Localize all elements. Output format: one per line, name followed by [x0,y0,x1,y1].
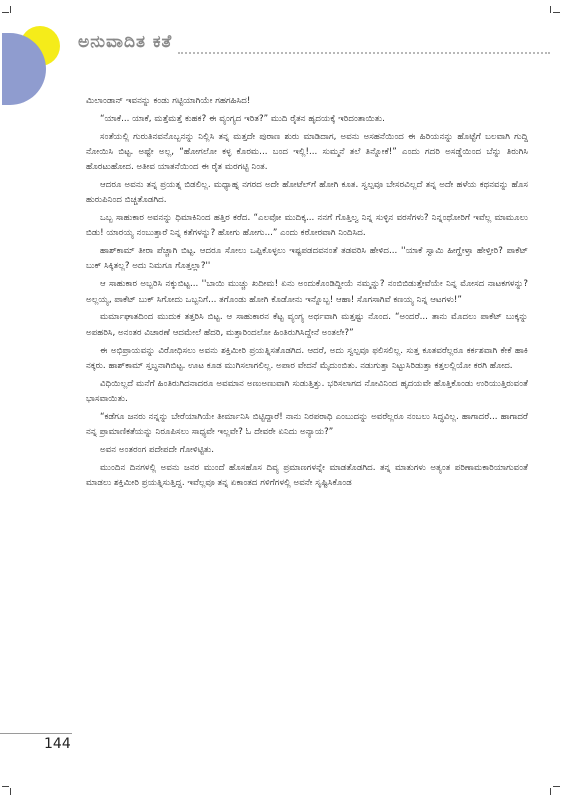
crop-mark [10,788,11,795]
paragraph: ಹಾಶ್‌ಕಾಮ್ ತೀರಾ ಪೆಚ್ಚಾಗಿ ಬಿಟ್ಟ. ಆದರೂ ಸೋಲು ಒಪ್ಪಿಕೊಳ್ಳಲು ಇಷ್ಟಪಡದವನಂತೆ ತಡವರಿಸಿ ಹೇಳಿದ... ''ಯಾಕೆ ಸ್ವಾಮಿ ಹೀಗ್ಹೇಳ್ತಾ ಹೇಳ್ತೀರಿ? ಪಾಕೆಟ್ ಬುಕ್ ಸಿಕ್ಕಿತಲ್ಲ? ಅದು ನಿಮಗೂ ಗೊತ್ತಲ್ಲಾ?'' [86,246,528,272]
page-number: 144 [44,736,71,752]
paragraph: ಅವನ ಅಂತರಂಗ ಪದೇಪದೇ ಗೋಳಿಟ್ಟಿತು. [100,444,215,455]
crop-mark [2,786,9,787]
crop-mark [553,12,560,13]
paragraph: ಸಂತೆಯಲ್ಲಿ ಗುರುತಿನವನೊಬ್ಬನನ್ನು ನಿಲ್ಲಿಸಿ ತನ್ನ ಮತ್ತದೇ ಪುರಾಣ ಶುರು ಮಾಡಿದಾಗ, ಅವನು ಅಸಹನೆಯಿಂದ ಈ ಹಿರಿಯನನ್ನು ಹೊಟ್ಟೆಗೆ ಬಲವಾಗಿ ಗುದ್ದಿ ನೋಯಿಸಿ ಬಿಟ್ಟ. ಅಷ್ಟೇ ಅಲ್ಲ, “ಹೋಗಲೋ ಕಳ್ಳ ಕೊರಮ... ಬಂದ ಇಲ್ಲಿ!... ಸುಮ್ಮನೆ ತಲೆ ತಿನ್ನೋಕೆ!” ಎಂದು ಗದರಿ ಅಸಡ್ಡೆಯಿಂದ ಬೆನ್ನು ತಿರುಗಿಸಿ ಹೊರಟುಹೋದ. ಅತೀವ ಯಾತನೆಯಿಂದ ಈ ರೈತ ಮರಗಟ್ಟಿ ನಿಂತ. [86,131,528,173]
crop-mark [2,12,9,13]
paragraph: ಒಬ್ಬ ಸಾಹುಕಾರ ಅವನನ್ನು ಧಿಮಾಕಿನಿಂದ ಹತ್ತಿರ ಕರೆದ. “ಎಲವೋ ಮುದಿಕ್ಕ... ನನಗೆ ಗೊತ್ತಿಲ್ವ ನಿನ್ನ ಸುಳ್ಳಿನ ವರಸೆಗಳು? ನಿನ್ನಂಥೋರಿಗೆ ಇವೆಲ್ಲ ಮಾಮೂಲು ಬಿಡು! ಯಾರಯ್ಯ ನಂಬುತ್ತಾರೆ ನಿನ್ನ ಕತೆಗಳನ್ನು? ಹೋಗು ಹೋಗು...” ಎಂದು ಕಠೋರವಾಗಿ ನಿಂದಿಸಿದ. [86,213,528,239]
paragraph: “ಕಡೆಗೂ ಜನರು ನನ್ನನ್ನು ಬೇರೆಯಾಗಿಯೇ ತೀರ್ಮಾನಿಸಿ ಬಿಟ್ಟಿದ್ದಾರೆ! ನಾನು ನಿರಪರಾಧಿ ಎಂಬುದನ್ನು ಅವರೆಲ್ಲರೂ ನಂಬಲು ಸಿದ್ಧವಿಲ್ಲ. ಹಾಗಾದರೆ... ಹಾಗಾದರೆ ನನ್ನ ಪ್ರಾಮಾಣಿಕತೆಯನ್ನು ನಿರೂಪಿಸಲು ಸಾಧ್ಯವೇ ಇಲ್ಲವೇ? ಓ ದೇವರೇ ಏನಿದು ಅನ್ಯಾಯ?” [86,411,528,437]
paragraph: ಮಿಲಾಂಡಾನ್ ಇವನನ್ನು ಕಂಡು ಗಟ್ಟಿಯಾಗಿಯೇ ಗಹಗಹಿಸಿದ! [86,96,251,106]
paragraph: ಆದರೂ ಅವನು ತನ್ನ ಪ್ರಯತ್ನ ಬಿಡಲಿಲ್ಲ. ಮಧ್ಯಾಹ್ನ ನಗರದ ಅದೇ ಹೋಟೆಲ್‌ಗೆ ಹೋಗಿ ಕೂತ. ಸ್ವಲ್ಪವೂ ಬೇಸರವಿಲ್ಲದೆ ತನ್ನ ಅದೇ ಹಳೆಯ ಕಥನವನ್ನು ಹೊಸ ಹುರುಪಿನಿಂದ ಬಿಚ್ಚತೊಡಗಿದ. [86,180,528,206]
paragraph: “ಯಾಕೆ... ಯಾಕೆ, ಮತ್ತೆಮತ್ತೆ ಕುಹಕ? ಈ ವ್ಯಂಗ್ಯದ ಇರಿತ?” ಮುದಿ ರೈತನ ಹೃದಯಕ್ಕೆ ಇರಿದಂತಾಯಿತು. [100,113,385,124]
header-dotted-rule [178,52,550,54]
crop-mark [550,6,551,13]
crop-mark [10,6,11,13]
section-title: ಅನುವಾದಿತ ಕತೆ [78,32,173,52]
crop-mark [553,786,560,787]
paragraph: ಮರ್ಮಾಘಾತದಿಂದ ಮುದುಕ ತತ್ತರಿಸಿ ಬಿಟ್ಟ. ಆ ಸಾಹುಕಾರನ ಕೆಟ್ಟ ವ್ಯಂಗ್ಯ ಅರ್ಥವಾಗಿ ಮತ್ತಷ್ಟು ನೊಂದ. “ಅಂದರೆ... ತಾನು ಮೊದಲು ಪಾಕೆಟ್ ಬುಕ್ಕನ್ನು ಅಪಹರಿಸಿ, ಅನಂತರ ವಿಚಾರಣೆ ಆದಮೇಲೆ ಹೆದರಿ, ಮತ್ತಾರಿಂದಲೋ ಹಿಂತಿರುಗಿಸಿದ್ದೇನೆ ಅಂತಲೇ?” [86,312,528,338]
crop-mark [550,788,551,795]
footer-rule [0,733,72,734]
paragraph: ಈ ಅಭಿಪ್ರಾಯವನ್ನು ವಿರೋಧಿಸಲು ಅವನು ಶಕ್ತಿಮೀರಿ ಪ್ರಯತ್ನಿಸತೊಡಗಿದ. ಆದರೆ, ಅದು ಸ್ವಲ್ಪವೂ ಫಲಿಸಲಿಲ್ಲ. ಸುತ್ತ ಕೂತವರೆಲ್ಲರೂ ಕರ್ಕಶವಾಗಿ ಕೇಕೆ ಹಾಕಿ ನಕ್ಕರು. ಹಾಶ್‌ಕಾಮ್ ಸ್ತಬ್ಧನಾಗಿಬಿಟ್ಟ. ಊಟ ಕೂಡ ಮುಗಿಸಲಾಗಲಿಲ್ಲ. ಅಪಾರ ವೇದನೆ ಮೈದುಂಬಿತು. ನಡುಗುತ್ತಾ ನಿಟ್ಟುಸಿರಿಡುತ್ತಾ ಕತ್ತಲಲ್ಲಿಯೋ ಕರಗಿ ಹೋದ. [86,345,528,371]
paragraph: ವಿಧಿಯಿಲ್ಲದೆ ಮನೆಗೆ ಹಿಂತಿರುಗಿದನಾದರೂ ಅವಮಾನ ಅಣುಅಣುವಾಗಿ ಸುಡುತ್ತಿತ್ತು. ಭರಿಸಲಾಗದ ನೋವಿನಿಂದ ಹೃದಯವೇ ಹೊತ್ತಿಕೊಂಡು ಉರಿಯುತ್ತಿರುವಂತೆ ಭಾಸವಾಯಿತು. [86,378,528,404]
paragraph: ಆ ಸಾಹುಕಾರ ಅಬ್ಬರಿಸಿ ನಕ್ಕುಬಿಟ್ಟ... ''ಬಾಯಿ ಮುಚ್ಚು ಖದೀಮ! ಏನು ಅಂದುಕೊಂಡಿದ್ದೀಯೆ ನಮ್ಮನ್ನು? ನಂಬಿಬಿಡುತ್ತೇವೆಯೇ ನಿನ್ನ ಮೋಸದ ನಾಟಕಗಳನ್ನು? ಅಲ್ಲಯ್ಯ, ಪಾಕೆಟ್ ಬುಕ್ ಸಿಗೋದು ಒಬ್ಬನಿಗೆ... ತಗೊಂಡು ಹೋಗಿ ಕೊಡೋನು ಇನ್ನೊಬ್ಬ! ಆಹಾ! ಸೊಗಸಾಗಿವೆ ಕಣಯ್ಯ ನಿನ್ನ ಆಟಗಳು!” [86,279,528,305]
paragraph: ಮುಂದಿನ ದಿನಗಳಲ್ಲಿ ಅವನು ಜನರ ಮುಂದೆ ಹೊಸಹೊಸ ದಿವ್ಯ ಪ್ರಮಾಣಗಳನ್ನೇ ಮಾಡತೊಡಗಿದ. ತನ್ನ ಮಾತುಗಳು ಅತ್ಯಂತ ಪರಿಣಾಮಕಾರಿಯಾಗುವಂತೆ ಮಾಡಲು ಶಕ್ತಿಮೀರಿ ಪ್ರಯತ್ನಿಸುತ್ತಿದ್ದ. ಇವೆಲ್ಲವೂ ತನ್ನ ಏಕಾಂತದ ಗಳಿಗೆಗಳಲ್ಲಿ ಅವನೇ ಸೃಷ್ಟಿಸಿಕೊಂಡ [86,462,528,488]
story-body [86,94,528,494]
